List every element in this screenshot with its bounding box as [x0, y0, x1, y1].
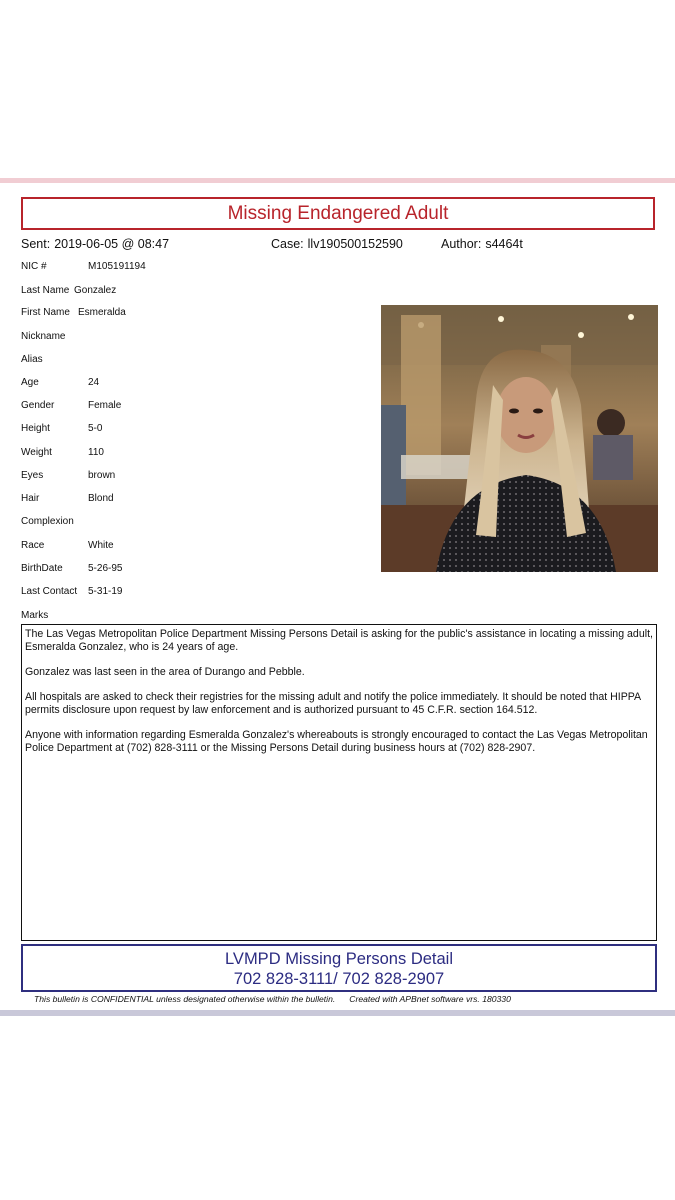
sent-value: 2019-06-05 @ 08:47	[54, 237, 170, 251]
field-value: Esmeralda	[78, 307, 126, 318]
top-divider	[0, 178, 675, 183]
subject-photo-illustration	[381, 305, 658, 572]
field-value: Gonzalez	[74, 285, 117, 296]
narrative-paragraph: All hospitals are asked to check their registries for the missing adult and notify the police immediately. It should be noted that HIPPA permits disclosure upon request by law enforcement and is authorized pursuant to 45 C.F.R. section 164.512.	[25, 691, 641, 716]
narrative-paragraph: Anyone with information regarding Esmeralda Gonzalez's whereabouts is strongly encouraged to contact the Las Vegas Metropolitan Police Department at (702) 828-3111 or the Missing Persons Detail during business hours at (702) 828-2907.	[25, 729, 648, 754]
marks-label: Marks	[21, 610, 49, 621]
field-label: Alias	[21, 354, 43, 365]
disclaimer-left: This bulletin is CONFIDENTIAL unless designated otherwise within the bulletin.	[34, 994, 336, 1004]
bottom-divider	[0, 1010, 675, 1016]
author-info	[441, 237, 523, 251]
field-label: NIC #	[21, 261, 47, 272]
field-value: brown	[88, 470, 116, 481]
field-value: White	[88, 540, 114, 551]
footer-unit-name: LVMPD Missing Persons Detail	[224, 950, 454, 968]
field-label: Weight	[21, 447, 52, 458]
field-value: M105191194	[88, 261, 146, 272]
contact-footer	[21, 944, 657, 992]
sent-info	[21, 237, 169, 251]
footer-phone-numbers: 702 828-3111/ 702 828-2907	[233, 970, 445, 988]
confidentiality-disclaimer	[34, 994, 511, 1004]
field-label: Nickname	[21, 331, 66, 342]
field-label: Last Contact	[21, 586, 78, 597]
sent-label: Sent:	[21, 237, 51, 251]
field-label: BirthDate	[21, 563, 63, 574]
field-value: 5-26-95	[88, 563, 123, 574]
field-label: First Name	[21, 307, 70, 318]
field-label: Race	[21, 540, 45, 551]
field-value: Female	[88, 400, 122, 411]
author-value: s4464t	[485, 237, 523, 251]
field-value: 5-31-19	[88, 586, 123, 597]
field-label: Eyes	[21, 470, 44, 481]
subject-photo	[381, 305, 658, 572]
field-label: Last Name	[21, 285, 70, 296]
field-label: Age	[21, 377, 39, 388]
field-value: Blond	[88, 493, 114, 504]
field-value: 24	[88, 377, 100, 388]
case-info	[271, 237, 403, 251]
narrative-box	[21, 624, 657, 941]
field-label: Height	[21, 423, 50, 434]
narrative-paragraph: The Las Vegas Metropolitan Police Department Missing Persons Detail is asking for the public's assistance in locating a missing adult, Esmeralda Gonzalez, who is 24 years of age.	[25, 628, 653, 653]
disclaimer-right: Created with APBnet software vrs. 180330	[349, 994, 511, 1004]
field-value: 5-0	[88, 423, 103, 434]
narrative-paragraph: Gonzalez was last seen in the area of Durango and Pebble.	[25, 666, 305, 678]
bulletin-title	[21, 197, 655, 230]
case-value: llv190500152590	[307, 237, 403, 251]
field-label: Gender	[21, 400, 55, 411]
field-label: Complexion	[21, 516, 74, 527]
field-label: Hair	[21, 493, 40, 504]
author-label: Author:	[441, 237, 482, 251]
case-label: Case:	[271, 237, 304, 251]
field-value: 110	[88, 447, 104, 458]
bulletin-title-text: Missing Endangered Adult	[227, 202, 449, 224]
